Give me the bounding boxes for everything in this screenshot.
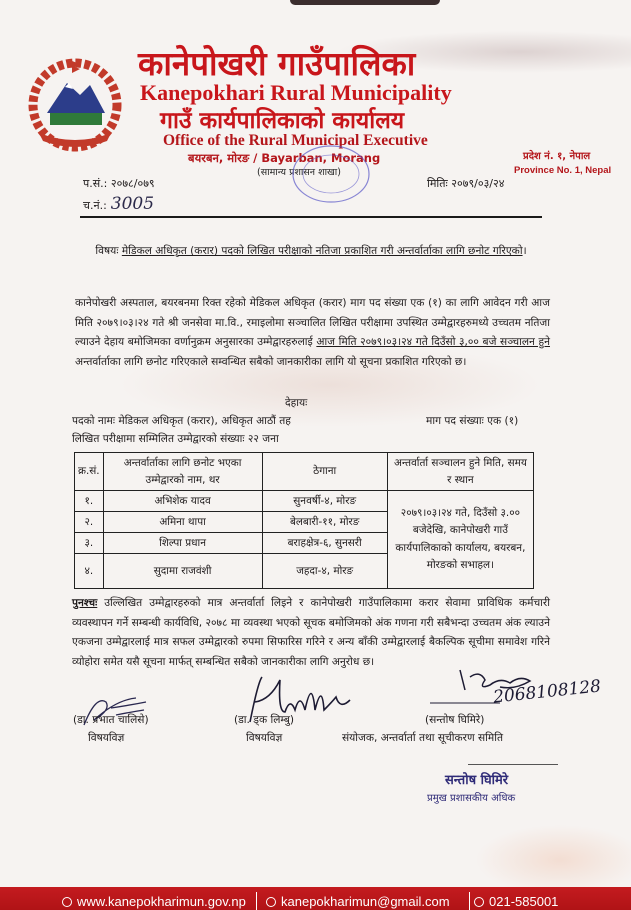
- office-stamp: [290, 143, 372, 205]
- header-sn: क्र.सं.: [75, 453, 104, 491]
- signatory-2-role: विषयविज्ञ: [246, 732, 283, 744]
- signatory-1-name: (डा. प्रभात चालिसे): [73, 714, 149, 726]
- subject-end: ।: [522, 245, 527, 257]
- letter-date: [427, 176, 504, 191]
- footer-phone[interactable]: [474, 894, 558, 909]
- email-icon: [266, 897, 276, 907]
- candidates-table: [74, 452, 534, 589]
- ref-value: २०७८/०७९: [110, 177, 155, 190]
- cell-sn: ३.: [75, 533, 104, 554]
- cell-address: बराहक्षेत्र-६, सुनसरी: [262, 533, 387, 554]
- body-part-1: कानेपोखरी अस्पताल, बयरबनमा रिक्त रहेको मेडिकल अधिकृत (करार) माग पद संख्या एक (१) का लागि आवेदन गरी आज मिति २०७९।०३।२४ गते श्री जनसेवा मा.वि., रमाइलोमा सञ्चालित लिखित परीक्षामा उपस्थित उम्मेद्वारहरुमध्ये उच्चतम नतिजा ल्याउने देहाय बमोजिमका वर्णानुक्रम अनुसारका उम्मेद्वारहरुलाई: [75, 297, 550, 348]
- table-row: [75, 491, 534, 512]
- body-part-2: अन्तर्वार्ताका लागि छनोट गरिएकाले सम्वन्धित सबैको जानकारीका लागि यो सूचना प्रकाशित गरिएको छ।: [75, 355, 467, 368]
- cell-name: शिल्पा प्रधान: [103, 533, 262, 554]
- signatory-2-name: (डा. ड्क लिम्बु): [234, 714, 295, 726]
- municipality-name-english: Kanepokhari Rural Municipality: [140, 80, 452, 105]
- postscript-note: [72, 594, 550, 672]
- province-nepali: प्रदेश नं. १, नेपाल: [523, 151, 591, 162]
- date-label: मितिः: [427, 177, 448, 190]
- section-name: (सामान्य प्रशासन शाखा): [257, 167, 341, 178]
- seal-officer-name: सन्तोष घिमिरे: [445, 773, 509, 788]
- nepal-emblem-icon: [25, 55, 125, 155]
- signatory-1-role: विषयविज्ञ: [88, 732, 125, 744]
- dispatch-label: च.नं.:: [83, 199, 107, 212]
- body-underlined: आज मिति २०७९।०३।२४ गते दिउँसो ३,०० बजे सञ्चालन हुने: [316, 336, 550, 348]
- details-heading: देहायः: [285, 397, 308, 409]
- province-english: Province No. 1, Nepal: [514, 165, 612, 176]
- phone-icon: [474, 897, 484, 907]
- subject-text: मेडिकल अधिकृत (करार) पदको लिखित परीक्षाको नतिजा प्रकाशित गरी अन्तर्वार्ताका लागि छनोट गरिएको: [121, 245, 523, 257]
- cell-sn: २.: [75, 512, 104, 533]
- footer-bar: [0, 887, 631, 910]
- signatory-3-name: (सन्तोष घिमिरे): [425, 714, 485, 726]
- footer-website[interactable]: [62, 894, 246, 909]
- dispatch-value: 3005: [110, 194, 155, 214]
- footer-divider: [256, 892, 257, 910]
- cell-address: सुनवर्षी-४, मोरङ: [262, 491, 387, 512]
- note-text: उल्लिखित उम्मेद्वारहरुको मात्र अन्तर्वार्ता लिइने र कानेपोखरी गाउँपालिकामा करार सेवामा प्राविधिक कर्मचारी व्यवस्थापन गर्ने सम्बन्धी कार्यविधि, २०७८ मा व्यवस्था भएको सूचक बमोजिमको अंक गणना गरी सबैभन्दा उच्चतम अंक ल्याउने एकजना उम्मेद्वारलाई मात्र सफल उम्मेद्वारको रुपमा सिफारिस गरिने र अन्य बाँकी उम्मेद्वारलाई बैकल्पिक सूचीमा समावेश गरिने व्योहोरा समेत यसै सूचना मार्फत् सम्बन्धित सबैको जानकारीका लागि अनुरोध छ।: [72, 597, 550, 668]
- header-schedule: अन्तर्वार्ता सञ्चालन हुने मिति, समय र स्थान: [387, 453, 533, 491]
- signature-date: 2068108128: [492, 676, 602, 708]
- footer-divider: [469, 892, 470, 910]
- table-header-row: [75, 453, 534, 491]
- candidate-count: लिखित परीक्षामा सम्मिलित उम्मेद्वारको संख्याः २२ जना: [72, 433, 279, 445]
- cell-address: बेलबारी-११, मोरङ: [262, 512, 387, 533]
- cell-name: सुदामा राजवंशी: [103, 554, 262, 589]
- date-value: २०७९/०३/२४: [451, 177, 505, 190]
- post-name: पदको नामः मेडिकल अधिकृत (करार), अधिकृत आठौं तह: [72, 415, 291, 427]
- body-paragraph: [75, 294, 550, 372]
- header-divider: [80, 216, 542, 218]
- scan-shadow: [290, 0, 440, 5]
- office-name-english: Office of the Rural Municipal Executive: [163, 132, 428, 149]
- seal-line: [468, 764, 558, 765]
- cell-sn: १.: [75, 491, 104, 512]
- demand-count: माग पद संख्याः एक (१): [426, 415, 519, 427]
- footer-email[interactable]: [266, 894, 450, 909]
- ref-label: प.सं.:: [83, 177, 108, 190]
- globe-icon: [62, 897, 72, 907]
- office-address: बयरबन, मोरङ / Bayarban, Morang: [188, 151, 381, 165]
- cell-name: अमिना थापा: [103, 512, 262, 533]
- reference-number: [83, 176, 155, 191]
- email-text: kanepokharimun@gmail.com: [281, 894, 450, 909]
- subject-line: [80, 242, 542, 261]
- signatory-3-role: संयोजक, अन्तर्वार्ता तथा सूचीकरण समिति: [342, 732, 504, 744]
- cell-sn: ४.: [75, 554, 104, 589]
- office-name-nepali: गाउँ कार्यपालिकाको कार्यालय: [160, 108, 405, 134]
- note-label: पुनश्चः: [72, 597, 98, 609]
- cell-address: जहदा-४, मोरङ: [262, 554, 387, 589]
- website-text: www.kanepokharimun.gov.np: [77, 894, 246, 909]
- cell-schedule: २०७९।०३।२४ गते, दिउँसो ३.०० बजेदेखि, कानेपोखरी गाउँ कार्यपालिकाको कार्यालय, बयरबन, मोरङको सभाहल।: [387, 491, 533, 589]
- phone-text: 021-585001: [489, 894, 559, 909]
- seal-officer-title: प्रमुख प्रशासकीय अधिक: [427, 793, 516, 804]
- header-name: अन्तर्वार्ताका लागि छनोट भएका उम्मेद्वारको नाम, थर: [103, 453, 262, 491]
- municipality-name-nepali: कानेपोखरी गाउँपालिका: [138, 44, 416, 83]
- header-address: ठेगाना: [262, 453, 387, 491]
- subject-label: विषयः: [95, 245, 119, 257]
- dispatch-number: [83, 194, 154, 214]
- cell-name: अभिशेक यादव: [103, 491, 262, 512]
